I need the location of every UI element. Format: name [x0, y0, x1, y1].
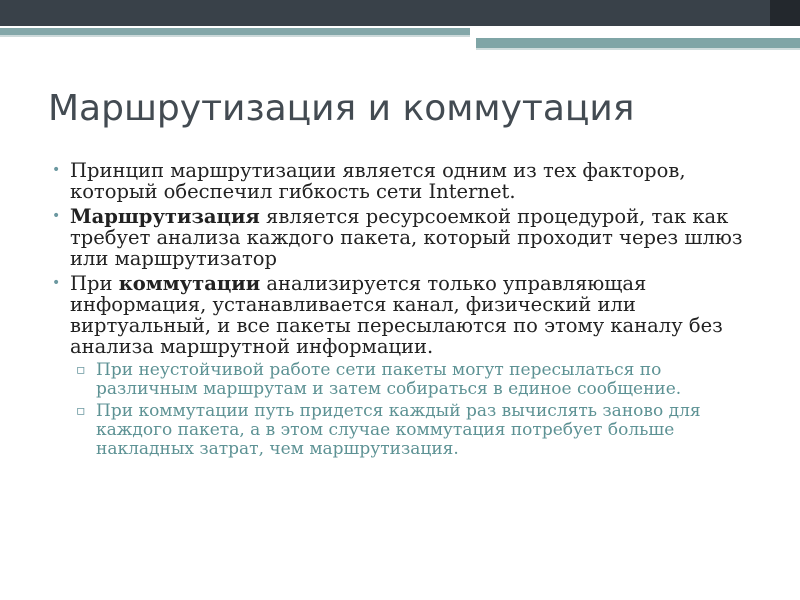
bullet-2 [44, 206, 764, 269]
sub-bullet-icon: ▫ [76, 362, 86, 378]
sub-bullet-2-text: При коммутации путь придется каждый раз вычислять заново для каждого пакета, а в этом случае коммутация потребует больше накладных затрат, чем маршрутизация. [96, 401, 701, 459]
bullet-2-text: является ресурсоемкой процедурой, так как требует анализа каждого пакета, который проходит через шлюз или маршрутизатор [70, 205, 743, 270]
bullet-3 [44, 273, 764, 357]
bullet-2-bold-term: Маршрутизация [70, 205, 260, 228]
slide-title: Маршрутизация и коммутация [48, 88, 635, 129]
bullet-icon: • [52, 162, 61, 178]
accent-stripe-left-thin [0, 35, 470, 37]
sub-bullet-1-text: При неустойчивой работе сети пакеты могут пересылаться по различным маршрутам и затем собираться в единое сообщение. [96, 360, 682, 399]
bullet-3-text: анализируется только управляющая информация, устанавливается канал, физический или виртуальный, и все пакеты пересылаются по этому каналу без анализа маршрутной информации. [70, 272, 723, 358]
bullet-3-prefix: При [70, 272, 119, 295]
sub-bullet-icon: ▫ [76, 403, 86, 419]
accent-stripe-left [0, 28, 470, 35]
sub-bullet-1 [44, 361, 764, 399]
top-bar [0, 0, 800, 26]
sub-bullet-2 [44, 402, 764, 459]
bullet-icon: • [52, 208, 61, 224]
accent-stripe-right [476, 38, 800, 48]
bullet-3-bold-term: коммутации [118, 272, 261, 295]
bullet-icon: • [52, 275, 61, 291]
top-bar-corner [770, 0, 800, 26]
slide-content [44, 160, 764, 462]
bullet-1 [44, 160, 764, 202]
accent-stripe-right-thin [476, 48, 800, 50]
bullet-1-text: Принцип маршрутизации является одним из тех факторов, который обеспечил гибкость сети Internet. [70, 159, 686, 203]
